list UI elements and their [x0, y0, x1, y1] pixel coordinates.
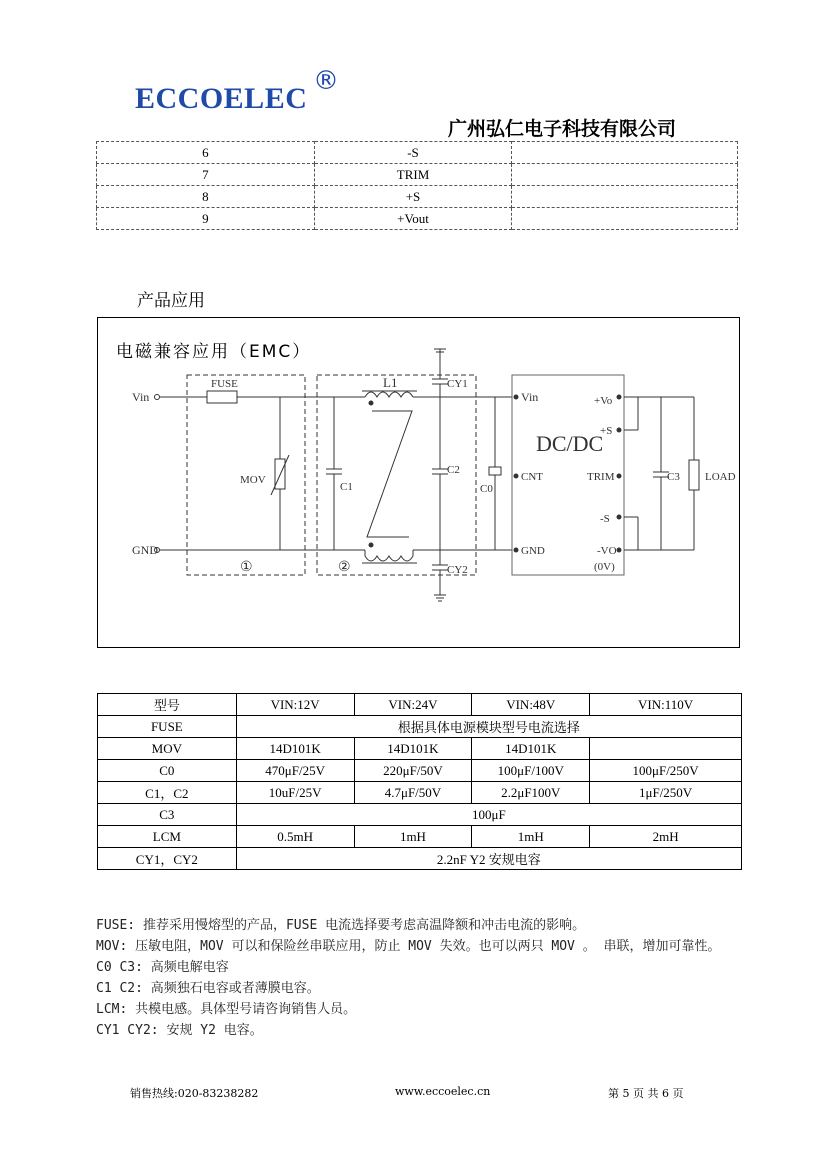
component-spec-table: [97, 693, 742, 870]
table-cell: 0.5mH: [236, 826, 354, 848]
note-cy: CY1 CY2: 安规 Y2 电容。: [96, 1023, 263, 1038]
cy2-label: CY2: [447, 564, 468, 576]
table-cell: 2mH: [590, 826, 742, 848]
pin-note: [512, 186, 738, 208]
pin-function: +Vout: [314, 208, 512, 230]
note-mov: MOV: 压敏电阻，MOV 可以和保险丝串联应用，防止 MOV 失效。也可以两只 MOV 。 串联，增加可靠性。: [96, 939, 721, 954]
load-symbol: [689, 460, 699, 490]
table-row: [98, 738, 742, 760]
table-cell: 2.2nF Y2 安规电容: [236, 848, 741, 870]
table-row: [98, 804, 742, 826]
company-name: 广州弘仁电子科技有限公司: [448, 118, 677, 140]
cy1-label: CY1: [447, 378, 468, 390]
pin-table: [96, 141, 738, 230]
pin-number: 6: [97, 142, 315, 164]
pin-note: [512, 142, 738, 164]
footer-hotline: 销售热线:020-83238282: [130, 1087, 259, 1100]
footer-page-number: 第 5 页 共 6 页: [608, 1087, 684, 1100]
table-row: [98, 826, 742, 848]
row-label: CY1，CY2: [98, 848, 237, 870]
pin-function: -S: [314, 142, 512, 164]
row-label: FUSE: [98, 716, 237, 738]
table-cell: 100μF/250V: [590, 760, 742, 782]
table-cell: 1μF/250V: [590, 782, 742, 804]
registered-mark: ®: [313, 66, 339, 96]
l1-dot-top: [369, 401, 373, 405]
company-logo: ECCOELEC: [135, 82, 308, 115]
pin-note: [512, 164, 738, 186]
pin-0v-label: (0V): [594, 561, 615, 573]
fuse-symbol: [207, 391, 237, 403]
table-cell: 100μF: [236, 804, 741, 826]
emc-circuit-diagram: [97, 317, 740, 648]
pin-vo-plus-label: +Vo: [594, 395, 613, 407]
pin-note: [512, 208, 738, 230]
table-cell: 470μF/25V: [236, 760, 354, 782]
pin-number: 7: [97, 164, 315, 186]
table-row: [98, 782, 742, 804]
pin-number: 9: [97, 208, 315, 230]
c0-label: C0: [480, 483, 493, 495]
header-cell: VIN:12V: [236, 694, 354, 716]
c0-symbol: [489, 467, 501, 475]
table-cell: 10uF/25V: [236, 782, 354, 804]
load-label: LOAD: [705, 471, 736, 483]
l1-top-winding: [365, 392, 413, 397]
block-1-label: ①: [240, 560, 253, 575]
fuse-label: FUSE: [211, 378, 238, 390]
pin-cnt-label: CNT: [521, 471, 543, 483]
l1-bottom-winding: [365, 556, 413, 561]
component-notes: [96, 915, 746, 1041]
pin-vin-label: Vin: [521, 390, 539, 404]
l1-dot-bottom: [369, 543, 373, 547]
header-cell: 型号: [98, 694, 237, 716]
block-2-label: ②: [338, 560, 351, 575]
row-label: C3: [98, 804, 237, 826]
table-cell: 14D101K: [472, 738, 590, 760]
note-c1-c2: C1 C2: 高频独石电容或者薄膜电容。: [96, 981, 320, 996]
pin-s-plus-label: +S: [600, 425, 613, 437]
pin-function: TRIM: [314, 164, 512, 186]
mov-label: MOV: [240, 474, 266, 486]
pin-vo-minus-label: -VO: [597, 545, 617, 557]
inductor-core: [367, 411, 412, 537]
module-title: DC/DC: [536, 431, 604, 456]
vin-label: Vin: [132, 390, 150, 404]
gnd-label: GND: [132, 543, 158, 557]
table-header-row: [98, 694, 742, 716]
table-row: [98, 848, 742, 870]
pin-gnd-label: GND: [521, 545, 545, 557]
row-label: MOV: [98, 738, 237, 760]
pin-function: +S: [314, 186, 512, 208]
table-cell: 4.7μF/50V: [354, 782, 472, 804]
table-cell: 14D101K: [354, 738, 472, 760]
c3-label: C3: [667, 471, 680, 483]
table-row: [97, 142, 738, 164]
emc-diagram-title: 电磁兼容应用（EMC）: [116, 342, 312, 362]
note-lcm: LCM: 共模电感。具体型号请咨询销售人员。: [96, 1002, 357, 1017]
table-cell: 100μF/100V: [472, 760, 590, 782]
header-cell: VIN:24V: [354, 694, 472, 716]
table-cell: 2.2μF100V: [472, 782, 590, 804]
note-c0-c3: C0 C3: 高频电解电容: [96, 960, 229, 975]
section-title: 产品应用: [137, 291, 205, 311]
pin-s-minus-label: -S: [600, 513, 610, 525]
footer-website[interactable]: www.eccoelec.cn: [395, 1085, 491, 1098]
table-cell: 14D101K: [236, 738, 354, 760]
l1-label: L1: [383, 375, 398, 390]
table-row: [98, 760, 742, 782]
row-label: C1，C2: [98, 782, 237, 804]
table-cell: [590, 738, 742, 760]
row-label: LCM: [98, 826, 237, 848]
pin-number: 8: [97, 186, 315, 208]
header-cell: VIN:110V: [590, 694, 742, 716]
header-cell: VIN:48V: [472, 694, 590, 716]
table-cell: 根据具体电源模块型号电流选择: [236, 716, 741, 738]
table-row: [98, 716, 742, 738]
pin-trim-label: TRIM: [587, 471, 615, 483]
vin-terminal: [155, 395, 160, 400]
table-cell: 1mH: [354, 826, 472, 848]
note-fuse: FUSE: 推荐采用慢熔型的产品，FUSE 电流选择要考虑高温降额和冲击电流的影响。: [96, 918, 586, 933]
c2-label: C2: [447, 464, 460, 476]
table-row: [97, 164, 738, 186]
table-cell: 1mH: [472, 826, 590, 848]
table-cell: 220μF/50V: [354, 760, 472, 782]
row-label: C0: [98, 760, 237, 782]
c1-label: C1: [340, 481, 353, 493]
table-row: [97, 186, 738, 208]
table-row: [97, 208, 738, 230]
